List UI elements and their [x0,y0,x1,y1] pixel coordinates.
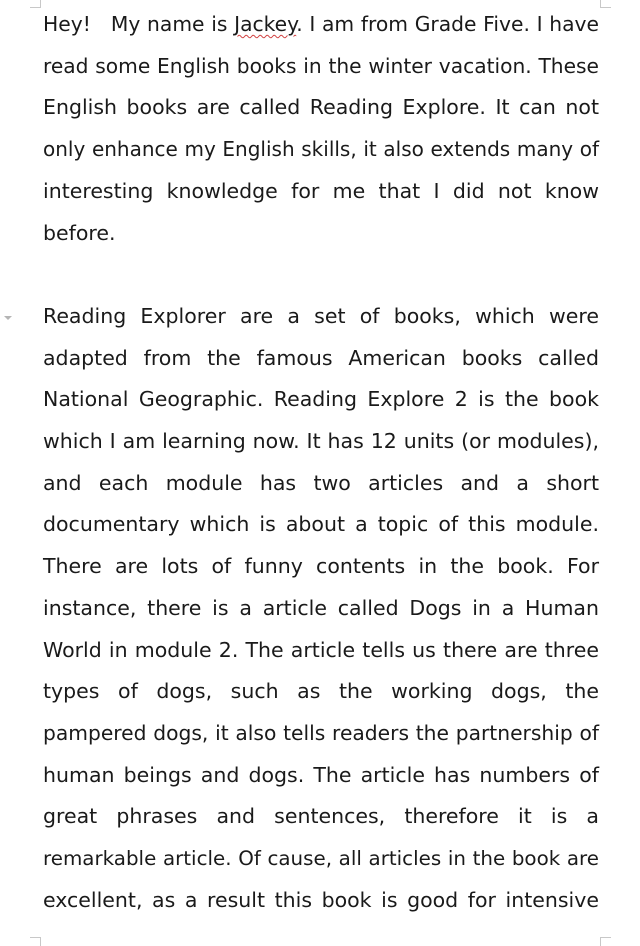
line-text: . I am from Grade Five. I have [296,12,599,36]
paragraph-2-line: excellent, as a result this book is good for intensive [43,887,599,912]
paragraph-1-line-2: read some English books in the winter vacation. These [43,53,599,78]
paragraph-2-line: adapted from the famous American books called [43,345,599,370]
paragraph-1-line-5: interesting knowledge for me that I did not know [43,178,599,203]
paragraph-2-line: pampered dogs, it also tells readers the partnership of [43,720,599,745]
spellcheck-flagged-word[interactable]: Jackey [234,12,297,36]
paragraph-2-line: There are lots of funny contents in the book. For [43,554,599,579]
paragraph-1-line-4: only enhance my English skills, it also extends many of [43,137,599,162]
paragraph-1 [43,4,599,254]
paragraph-2-line: types of dogs, such as the working dogs, the [43,679,599,704]
paragraph-2-line: National Geographic. Reading Explore 2 is the book [43,387,599,412]
paragraph-2-line: World in module 2. The article tells us there are three [43,637,599,662]
crop-mark-top-left [30,0,41,8]
paragraph-2-line: instance, there is a article called Dogs in a Human [43,595,599,620]
document-body[interactable] [43,4,599,921]
paragraph-2-line: great phrases and sentences, therefore it is a [43,804,599,829]
crop-mark-top-right [600,0,611,8]
paragraph-2-line: documentary which is about a topic of this module. [43,512,599,537]
line-text: Hey! My name is [43,12,235,36]
collapse-paragraph-icon[interactable] [4,316,12,320]
paragraph-2-line: Reading Explorer are a set of books, which were [43,303,599,328]
paragraph-1-line-3: English books are called Reading Explore. It can not [43,95,599,120]
paragraph-1-line-1 [43,4,599,46]
paragraph-2-line: and each module has two articles and a short [43,470,599,495]
paragraph-1-line-6: before. [43,220,116,245]
paragraph-2 [43,296,599,922]
paragraph-2-line: remarkable article. Of cause, all articles in the book are [43,847,599,871]
paragraph-2-line: which I am learning now. It has 12 units (or modules), [43,429,599,454]
paragraph-2-line: human beings and dogs. The article has numbers of [43,762,599,787]
